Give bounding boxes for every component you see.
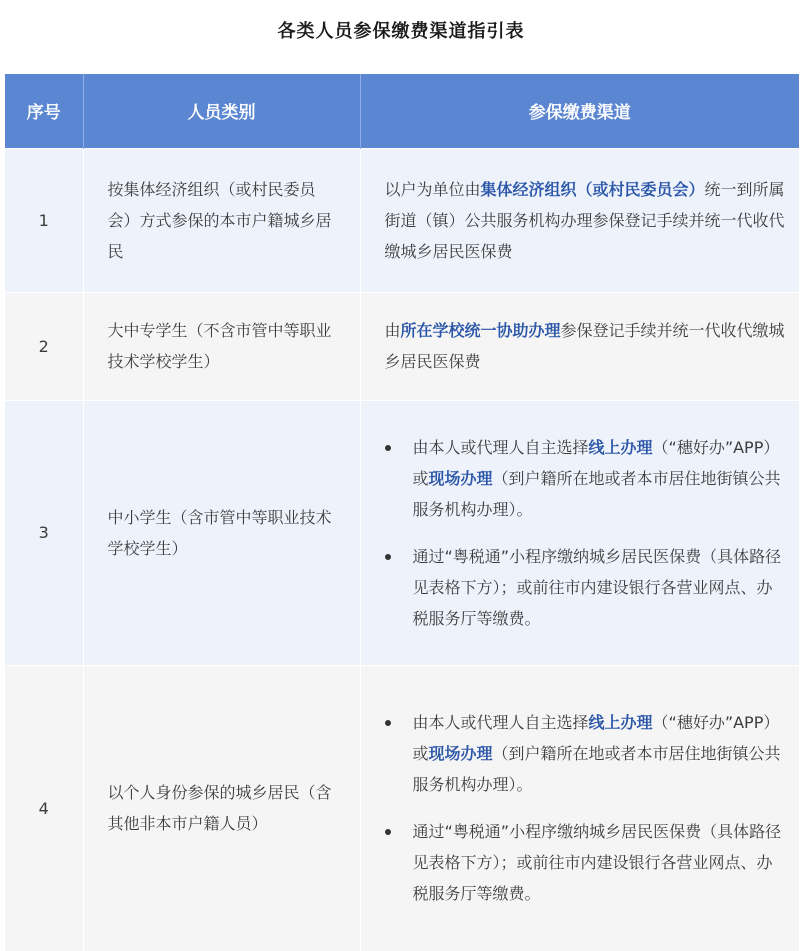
channel-text: 参保登记手续并统一代收代缴城乡居民医保费 [384, 321, 785, 371]
table-row [5, 665, 799, 951]
bullet-highlight-onsite: 现场办理 [428, 744, 493, 764]
row-no: 2 [5, 292, 83, 400]
bullet-item [385, 432, 786, 525]
table-row [5, 292, 799, 400]
row-channel [360, 400, 799, 665]
row-category: 中小学生（含市管中等职业技术学校学生） [83, 400, 360, 665]
bullet-text: 通过“粤税通”小程序缴纳城乡居民医保费（具体路径见表格下方）；或前往市内建设银行各营业网点、办税服务厅等缴费。 [412, 822, 782, 904]
row-category: 以个人身份参保的城乡居民（含其他非本市户籍人员） [83, 665, 360, 951]
bullet-highlight-onsite: 现场办理 [428, 468, 493, 488]
channel-text: 以户为单位由 [384, 179, 481, 199]
channel-text: 由 [384, 321, 401, 340]
bullet-text: （到户籍所在地或者本市居住地街镇公共服务机构办理）。 [412, 744, 781, 795]
header-category: 人员类别 [83, 74, 360, 148]
page-title-text: 各类人员参保缴费渠道指引表 [277, 21, 525, 42]
bullet-item [385, 816, 786, 909]
row-channel [360, 292, 799, 400]
row-channel [360, 148, 799, 292]
bullet-item [385, 541, 786, 634]
header-row [5, 74, 799, 148]
row-no: 1 [5, 148, 83, 292]
channel-text: 统一到所属街道（镇）公共服务机构办理参保登记手续并统一代收代缴城乡居民医保费 [384, 179, 785, 261]
table-row [5, 400, 799, 665]
bullet-text: （到户籍所在地或者本市居住地街镇公共服务机构办理）。 [412, 468, 781, 519]
row-no: 3 [5, 400, 83, 665]
bullet-highlight-online: 线上办理 [588, 437, 653, 457]
channel-highlight: 集体经济组织（或村民委员会） [480, 179, 705, 199]
bullet-item [385, 707, 786, 800]
guide-table [5, 74, 799, 951]
table-row [5, 148, 799, 292]
bullet-text: 由本人或代理人自主选择 [412, 437, 589, 457]
channel-bullet-list [385, 707, 786, 909]
row-no: 4 [5, 665, 83, 951]
title-wrap [0, 17, 802, 51]
page-title [274, 17, 529, 47]
row-category: 按集体经济组织（或村民委员会）方式参保的本市户籍城乡居民 [83, 148, 360, 292]
header-channel: 参保缴费渠道 [360, 74, 799, 148]
bullet-text: 由本人或代理人自主选择 [412, 713, 589, 733]
bullet-text: （“穗好办”APP）或 [412, 437, 780, 488]
row-channel [360, 665, 799, 951]
bullet-text: （“穗好办”APP）或 [412, 713, 780, 764]
bullet-highlight-online: 线上办理 [588, 713, 653, 733]
bullet-text: 通过“粤税通”小程序缴纳城乡居民医保费（具体路径见表格下方）；或前往市内建设银行各营业网点、办税服务厅等缴费。 [412, 546, 782, 628]
channel-highlight: 所在学校统一协助办理 [400, 321, 561, 340]
channel-bullet-list [385, 432, 786, 634]
row-category: 大中专学生（不含市管中等职业技术学校学生） [83, 292, 360, 400]
header-no: 序号 [5, 74, 83, 148]
